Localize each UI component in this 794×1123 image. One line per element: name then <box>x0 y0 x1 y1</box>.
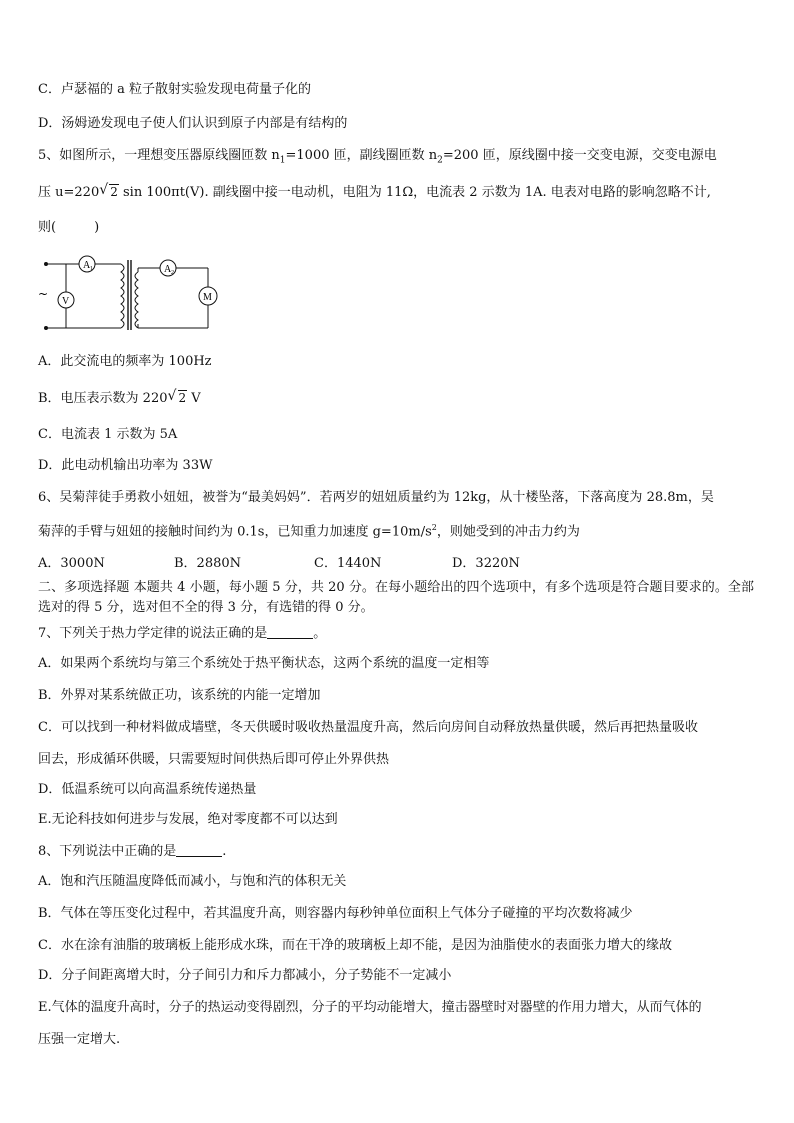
q8-option-e-line-1: E.气体的温度升高时，分子的热运动变得剧烈，分子的平均动能增大，撞击器壁时对器壁的作用力增大，从而气体的 <box>38 1000 702 1015</box>
ammeter-2-label: A <box>164 264 172 275</box>
q6-sup: 2 <box>431 523 437 532</box>
question-5-line-3 <box>38 220 99 236</box>
q5-text-d: 压 u=220 <box>38 185 100 200</box>
q5-text-b: =1000 匝，副线圈匝数 n <box>285 148 438 163</box>
q6-option-b: B．2880N <box>174 556 242 571</box>
q6-text-b: 菊萍的手臂与妞妞的接触时间约为 0.1s，已知重力加速度 g=10m/s <box>38 524 432 540</box>
q6-option-a: A．3000N <box>38 556 105 571</box>
ammeter-1-sub: 1 <box>90 266 93 272</box>
q8-text-end: . <box>222 844 227 859</box>
q7-option-d: D．低温系统可以向高温系统传递热量 <box>38 782 257 797</box>
q5-option-a: A．此交流电的频率为 100Hz <box>38 354 212 369</box>
sqrt-radicand-b: 2 <box>178 391 187 405</box>
motor-label: M <box>203 292 212 303</box>
q5-text-f: 则( <box>38 220 57 235</box>
question-6-line-2 <box>38 520 580 540</box>
q5-text-e: sin 100πt(V). 副线圈中接一电动机，电阻为 11Ω，电流表 2 示数为 1A. 电表对电路的影响忽略不计, <box>123 185 711 200</box>
transformer-circuit-diagram <box>36 250 220 336</box>
q7-text: 7、下列关于热力学定律的说法正确的是 <box>38 626 268 641</box>
q8-text: 8、下列说法中正确的是 <box>38 844 177 859</box>
q7-option-c-line-2: 回去，形成循环供暖，只需要短时间供热后即可停止外界供热 <box>38 752 390 767</box>
q7-blank <box>267 638 313 639</box>
q7-option-a: A．如果两个系统均与第三个系统处于热平衡状态，这两个系统的温度一定相等 <box>38 656 490 671</box>
q5-sub-2: 2 <box>437 155 443 166</box>
q5-option-d: D．此电动机输出功率为 33W <box>38 458 213 473</box>
ac-source-icon: ~ <box>38 287 49 301</box>
voltmeter-label: V <box>62 296 70 307</box>
q5-option-b-unit: V <box>191 391 201 406</box>
q8-option-d: D．分子间距离增大时，分子间引力和斥力都减小，分子势能不一定减小 <box>38 968 452 983</box>
q8-option-a: A．饱和汽压随温度降低而减小，与饱和汽的体积无关 <box>38 874 347 889</box>
q5-text-f-end: ) <box>94 220 100 235</box>
q8-option-c: C．水在涂有油脂的玻璃板上能形成水珠，而在干净的玻璃板上却不能，是因为油脂使水的表面张力增大的缘故 <box>38 938 672 953</box>
question-6-line-1: 6、吴菊萍徒手勇救小妞妞，被誉为“最美妈妈”．若两岁的妞妞质量约为 12kg，从十楼坠落，下落高度为 28.8m，吴 <box>38 490 714 505</box>
q6-text-c: ，则她受到的冲击力约为 <box>436 524 580 540</box>
q5-sub-1: 1 <box>279 155 286 166</box>
option-c-line: C．卢瑟福的 a 粒子散射实验发现电荷量子化的 <box>38 82 311 97</box>
sqrt-symbol-b <box>170 390 188 407</box>
q5-text-c: =200 匝，原线圈中接一交变电源，交变电源电 <box>442 148 717 163</box>
q8-option-b: B．气体在等压变化过程中，若其温度升高，则容器内每秒钟单位面积上气体分子碰撞的平均次数将减少 <box>38 906 633 921</box>
sqrt-radicand: 2 <box>110 185 118 199</box>
q5-text-a: 5、如图所示，一理想变压器原线圈匝数 n <box>38 148 280 163</box>
q8-blank <box>176 856 222 857</box>
q5-option-c: C．电流表 1 示数为 5A <box>38 427 178 442</box>
ammeter-2-sub: 2 <box>171 270 174 276</box>
sqrt-symbol <box>101 184 119 201</box>
q8-option-e-line-2: 压强一定增大. <box>38 1032 121 1047</box>
q5-option-b <box>38 390 201 407</box>
q7-text-end: 。 <box>313 626 327 641</box>
question-7 <box>38 626 326 642</box>
q6-option-d: D．3220N <box>452 556 520 571</box>
question-8 <box>38 844 226 860</box>
question-5-line-2 <box>38 184 711 201</box>
q5-option-b-text: B．电压表示数为 220 <box>38 391 168 406</box>
question-5-line-1 <box>38 148 717 169</box>
q7-option-e: E.无论科技如何进步与发展，绝对零度都不可以达到 <box>38 812 338 827</box>
q7-option-c-line-1: C．可以找到一种材料做成墙壁，冬天供暖时吸收热量温度升高，然后向房间自动释放热量供暖，然后再把热量吸收 <box>38 720 698 735</box>
q7-option-b: B．外界对某系统做正功，该系统的内能一定增加 <box>38 688 321 703</box>
section-2-heading: 二、多项选择题 本题共 4 小题，每小题 5 分，共 20 分。在每小题给出的四个选项中，有多个选项是符合题目要求的。全部选对的得 5 分，选对但不全的得 3 分，有选错的得 0 分。 <box>38 580 754 615</box>
q6-option-c: C．1440N <box>314 556 382 571</box>
ammeter-1-label: A <box>83 260 91 271</box>
option-d-line: D．汤姆逊发现电子使人们认识到原子内部是有结构的 <box>38 116 348 131</box>
